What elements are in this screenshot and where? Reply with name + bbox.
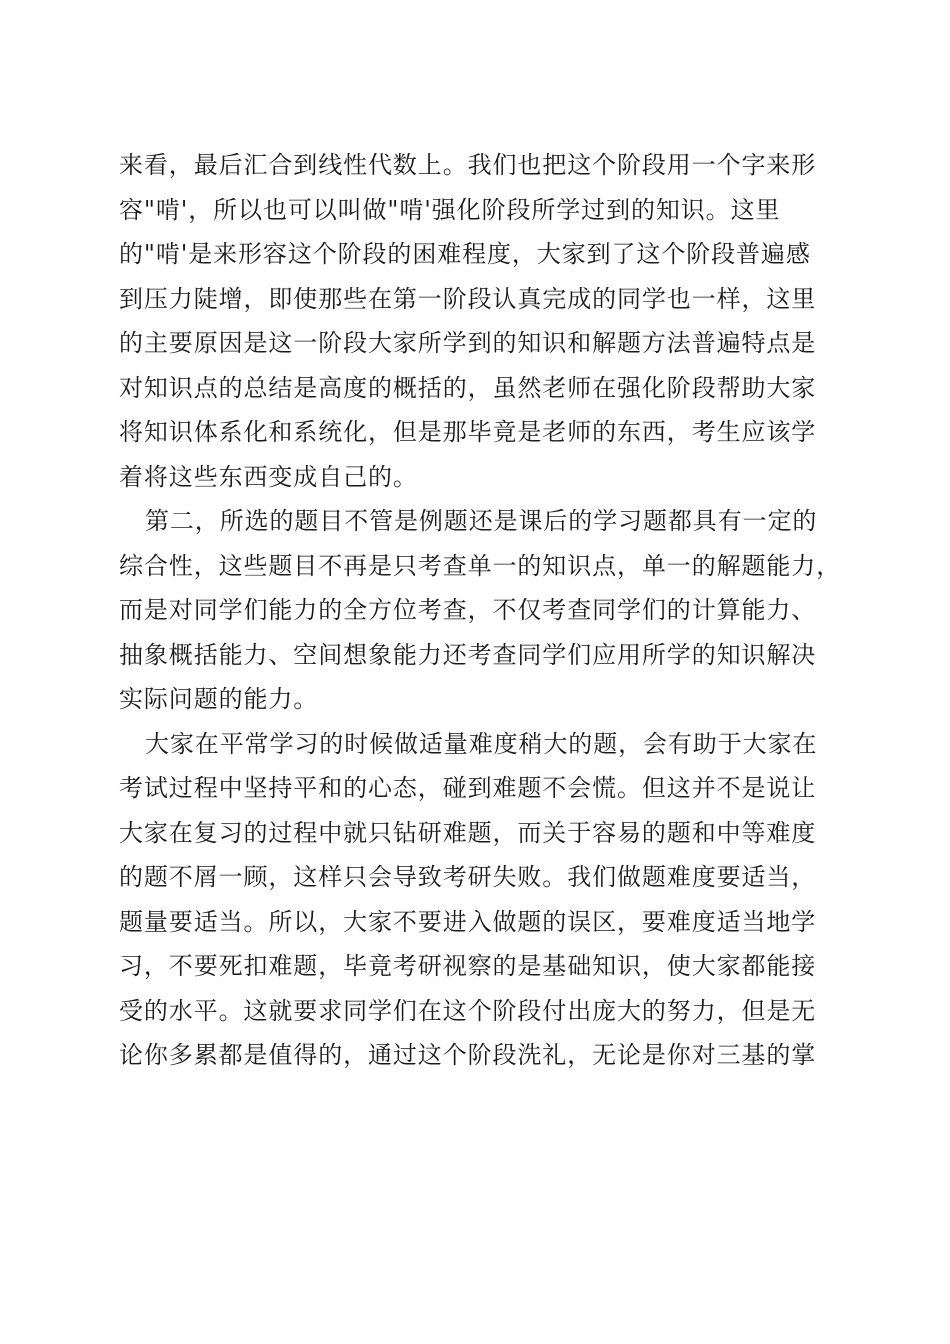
- text-line: 容"啃'，所以也可以叫做"啃'强化阶段所学过到的知识。这里: [119, 195, 781, 224]
- text-line: 来看，最后汇合到线性代数上。我们也把这个阶段用一个字来形: [119, 151, 817, 179]
- text-line: 受的水平。这就要求同学们在这个阶段付出庞大的努力，但是无: [119, 996, 817, 1025]
- text-line: 到压力陡增，即使那些在第一阶段认真完成的同学也一样，这里: [119, 284, 817, 313]
- text-line: 的"啃'是来形容这个阶段的困难程度，大家到了这个阶段普遍感: [119, 240, 811, 268]
- body-text: [119, 143, 841, 1078]
- text-line: 的主要原因是这一阶段大家所学到的知识和解题方法普遍特点是: [119, 329, 817, 357]
- text-line: 将知识体系化和系统化，但是那毕竟是老师的东西，考生应该学: [119, 418, 817, 446]
- text-line: 实际问题的能力。: [119, 685, 319, 713]
- text-line: 的题不屑一顾，这样只会导致考研失败。我们做题难度要适当，: [119, 863, 817, 891]
- paragraph-first-line: 第二，所选的题目不管是例题还是课后的学习题都具有一定的: [145, 507, 818, 535]
- text-line: 论你多累都是值得的，通过这个阶段洗礼，无论是你对三基的掌: [119, 1041, 817, 1069]
- text-line: 大家在复习的过程中就只钻研难题，而关于容易的题和中等难度: [119, 818, 817, 847]
- text-line: 对知识点的总结是高度的概括的，虽然老师在强化阶段帮助大家: [119, 373, 817, 402]
- text-line: 考试过程中坚持平和的心态，碰到难题不会慌。但这并不是说让: [119, 774, 817, 802]
- text-line: 而是对同学们能力的全方位考查，不仅考查同学们的计算能力、: [119, 596, 817, 624]
- text-line: 题量要适当。所以，大家不要进入做题的误区，要难度适当地学: [119, 907, 817, 936]
- text-line: 综合性，这些题目不再是只考查单一的知识点，单一的解题能力，: [119, 551, 842, 580]
- paragraph-first-line: 大家在平常学习的时候做适量难度稍大的题，会有助于大家在: [145, 729, 818, 758]
- text-line: 习，不要死扣难题，毕竟考研视察的是基础知识，使大家都能接: [119, 952, 817, 980]
- text-line: 着将这些东西变成自己的。: [119, 462, 418, 491]
- text-line: 抽象概括能力、空间想象能力还考查同学们应用所学的知识解决: [119, 640, 817, 669]
